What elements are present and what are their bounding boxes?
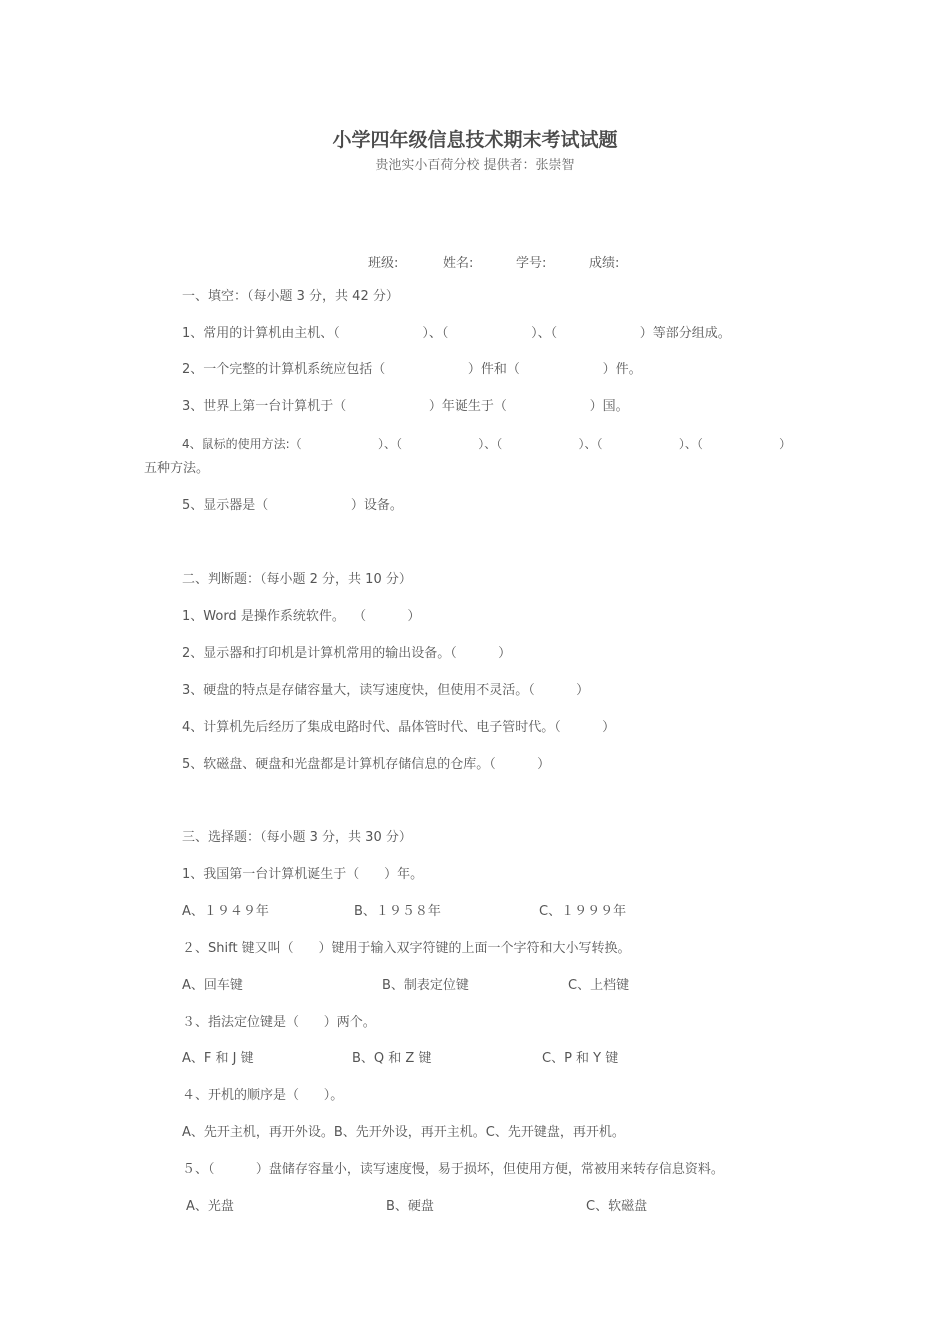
fill-question-5: 5、显示器是（ ）设备。 xyxy=(182,498,403,513)
choice-q2-option-a: A、回车键 xyxy=(182,978,243,993)
choice-question-2: ２、Shift 键又叫（ ）键用于输入双字符键的上面一个字符和大小写转换。 xyxy=(182,941,631,956)
choice-q2-option-b: B、制表定位键 xyxy=(382,978,469,993)
fill-question-3: 3、世界上第一台计算机于（ ）年诞生于（ ）国。 xyxy=(182,399,629,414)
choice-q4-options: A、先开主机，再开外设。B、先开外设，再开主机。C、先开键盘，再开机。 xyxy=(182,1125,625,1140)
number-label: 学号: xyxy=(516,256,547,271)
judge-question-1: 1、Word 是操作系统软件。 （ ） xyxy=(182,609,421,624)
judge-question-4: 4、计算机先后经历了集成电路时代、晶体管时代、电子管时代。（ ） xyxy=(182,720,616,735)
choice-q5-option-b: B、硬盘 xyxy=(386,1199,434,1214)
choice-q1-option-a: A、１９４９年 xyxy=(182,904,269,919)
fill-question-4-continued: 五种方法。 xyxy=(144,461,210,476)
choice-q3-option-a: A、F 和 J 键 xyxy=(182,1051,254,1066)
class-label: 班级: xyxy=(368,256,399,271)
judge-question-3: 3、硬盘的特点是存储容量大，读写速度快，但使用不灵活。（ ） xyxy=(182,683,590,698)
choice-q1-option-c: C、１９９９年 xyxy=(539,904,627,919)
choice-question-5: ５、（ ）盘储存容量小，读写速度慢，易于损坏，但使用方便，常被用来转存信息资料。 xyxy=(182,1162,724,1177)
fill-question-2: 2、一个完整的计算机系统应包括（ ）件和（ ）件。 xyxy=(182,362,642,377)
judge-section-heading: 二、判断题：（每小题 2 分，共 10 分） xyxy=(182,572,412,587)
score-label: 成绩: xyxy=(589,256,620,271)
choice-q3-option-b: B、Q 和 Z 键 xyxy=(352,1051,432,1066)
page-subtitle: 贵池实小百荷分校 提供者：张崇智 xyxy=(375,158,575,173)
choice-question-1: 1、我国第一台计算机诞生于（ ）年。 xyxy=(182,867,424,882)
choice-q1-option-b: B、１９５８年 xyxy=(354,904,441,919)
fill-question-1: 1、常用的计算机由主机、（ ）、（ ）、（ ）等部分组成。 xyxy=(182,326,731,341)
choice-section-heading: 三、选择题：（每小题 3 分，共 30 分） xyxy=(182,830,412,845)
fill-section-heading: 一、填空：（每小题 3 分，共 42 分） xyxy=(182,289,399,304)
choice-question-3: ３、指法定位键是（ ）两个。 xyxy=(182,1015,376,1030)
name-label: 姓名: xyxy=(443,256,474,271)
judge-question-2: 2、显示器和打印机是计算机常用的输出设备。（ ） xyxy=(182,646,512,661)
choice-q5-option-a: A、光盘 xyxy=(186,1199,234,1214)
choice-q5-option-c: C、软磁盘 xyxy=(586,1199,648,1214)
choice-q3-option-c: C、P 和 Y 键 xyxy=(542,1051,619,1066)
choice-q2-option-c: C、上档键 xyxy=(568,978,630,993)
judge-question-5: 5、软磁盘、硬盘和光盘都是计算机存储信息的仓库。（ ） xyxy=(182,757,551,772)
fill-question-4: 4、鼠标的使用方法:（ ）、（ ）、（ ）、（ ）、（ ） xyxy=(182,437,792,451)
page-title: 小学四年级信息技术期末考试试题 xyxy=(332,129,618,151)
choice-question-4: ４、开机的顺序是（ ）。 xyxy=(182,1088,344,1103)
